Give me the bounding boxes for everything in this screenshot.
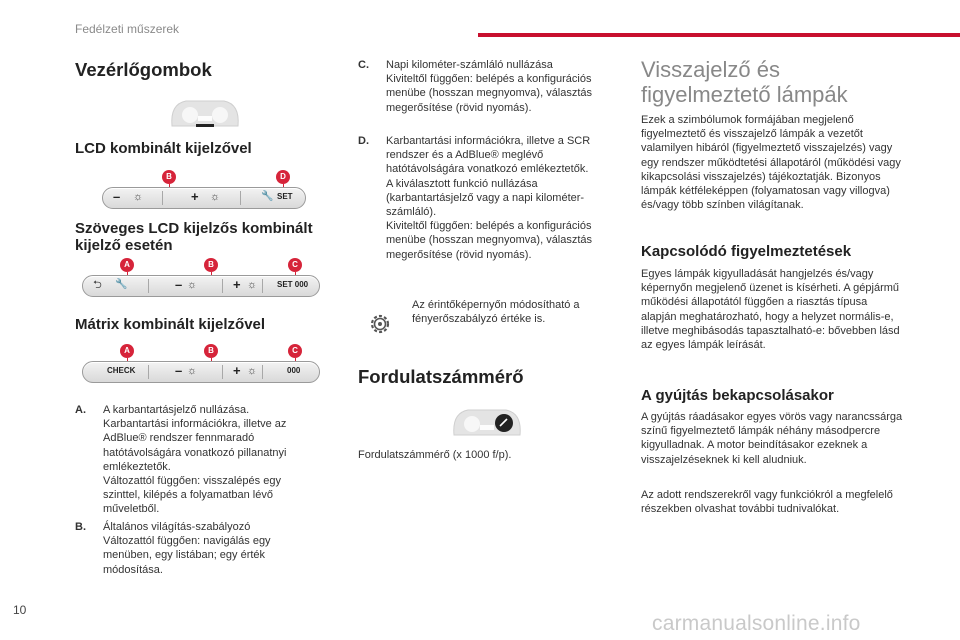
heading-lcd: LCD kombinált kijelzővel xyxy=(75,140,252,157)
page-number: 10 xyxy=(13,603,27,617)
heading-matrix: Mátrix kombinált kijelzővel xyxy=(75,316,266,333)
section-title-warning-lamps: Visszajelző és figyelmeztető lámpák xyxy=(641,57,848,107)
badge-b: B xyxy=(204,258,218,272)
intro-text: Ezek a szimbólumok formájában megjelenő figyelmeztető és visszajelző lámpák a vezetőt valamilyen hibáról (figyelmeztető visszajelzés) vagy egy rendszer működtetési állapotáról (működési vagy kikapcsolási visszajelzés) tájékoztatják. Bizonyos lámpák kétféleképpen (folyamatosan vagy villogva) és/vagy több színben világítanak. xyxy=(641,114,901,212)
check-label: CHECK xyxy=(107,366,136,375)
item-a xyxy=(75,403,320,517)
item-d-line-3: Kiviteltől függően: belépés a konfigurációs menübe (hosszan megnyomva), választás megerősítése (rövid nyomás). xyxy=(386,220,593,261)
set-label: SET xyxy=(277,192,293,201)
item-b-line-1: Általános világítás-szabályozó xyxy=(103,521,251,533)
badge-b: B xyxy=(204,344,218,358)
badge-c: C xyxy=(288,258,302,272)
item-a-line-3: Változattól függően: visszalépés egy szinttel, kilépés a folyamatban lévő műveletből. xyxy=(103,475,281,516)
item-d xyxy=(358,134,608,262)
item-a-line-1: A karbantartásjelző nullázása. xyxy=(103,404,250,416)
control-strip-text-lcd xyxy=(82,275,320,297)
section-title-tachometer: Fordulatszámmérő xyxy=(358,366,524,387)
running-header: Fedélzeti műszerek xyxy=(75,22,180,36)
badge-c: C xyxy=(288,344,302,358)
tachometer-dashboard-icon xyxy=(450,405,524,439)
item-letter: C. xyxy=(358,59,369,71)
item-a-line-2: Karbantartási információkra, illetve az AdBlue® rendszer fennmaradó hatótávolságára vonatkozó pillanatnyi emlékeztetők. xyxy=(103,418,287,473)
plus-icon: + xyxy=(191,189,199,204)
wrench-icon: 🔧 xyxy=(261,191,274,202)
heading-text-lcd: Szöveges LCD kijelzős kombinált kijelző esetén xyxy=(75,220,313,254)
tachometer-caption: Fordulatszámmérő (x 1000 f/p). xyxy=(358,449,512,461)
plus-icon: + xyxy=(233,363,241,378)
badge-a: A xyxy=(120,258,134,272)
heading-related-warnings: Kapcsolódó figyelmeztetések xyxy=(641,243,852,260)
item-b-line-2: Változattól függően: navigálás egy menüben, egy listában; egy érték módosítása. xyxy=(103,535,271,576)
gear-icon xyxy=(367,311,393,337)
item-letter: B. xyxy=(75,521,86,533)
brightness-up-icon: ☼ xyxy=(210,191,221,203)
brightness-up-icon: ☼ xyxy=(247,365,258,377)
wrench-icon: 🔧 xyxy=(115,279,128,290)
brightness-down-icon: ☼ xyxy=(187,365,198,377)
back-icon: ⮌ xyxy=(93,279,102,291)
badge-a: A xyxy=(120,344,134,358)
ignition-text-1: A gyújtás ráadásakor egyes vörös vagy narancssárga színű figyelmeztető lámpák néhány másodpercre kigyulladnak. A motor beindításakor ezeknek a visszajelzéseknek ki kell aludniuk. xyxy=(641,411,903,466)
strip-divider xyxy=(83,279,263,293)
brightness-up-icon: ☼ xyxy=(247,279,258,291)
warnings-text: Egyes lámpák kigyulladását hangjelzés és/vagy képernyőn megjelenő üzenet is kísérheti. A gépjármű működési állapotától függően a riasztás típusa alapján meghatározható, hogy a helyzet normális-e, illetve meghibásodás tapasztalható-e: bővebben lásd az egyes lámpák leírását. xyxy=(641,268,900,352)
strip-divider xyxy=(103,191,241,205)
minus-icon: – xyxy=(175,363,183,378)
ignition-text-2: Az adott rendszerekről vagy funkciókról a megfelelő részekben olvashat további tudnivalókat. xyxy=(641,489,893,516)
watermark: carmanualsonline.info xyxy=(652,612,861,635)
item-c-line-2: Kiviteltől függően: belépés a konfigurációs menübe (hosszan megnyomva), választás megerősítése (rövid nyomás). xyxy=(386,73,593,114)
strip-divider xyxy=(83,365,263,379)
section-title-controls: Vezérlőgombok xyxy=(75,59,212,80)
counter-label: 000 xyxy=(287,366,301,375)
item-b xyxy=(75,520,320,577)
dashboard-icon xyxy=(168,96,242,130)
header-accent-bar xyxy=(478,33,960,37)
badge-b: B xyxy=(162,170,176,184)
item-d-line-2: A kiválasztott funkció nullázása (karbantartásjelző vagy a napi kilométer-számláló). xyxy=(386,177,585,219)
minus-icon: – xyxy=(175,277,183,292)
minus-icon: – xyxy=(113,189,121,204)
item-c-line-1: Napi kilométer-számláló nullázása xyxy=(386,59,553,71)
brightness-down-icon: ☼ xyxy=(187,279,198,291)
plus-icon: + xyxy=(233,277,241,292)
note-text: Az érintőképernyőn módosítható a fényerőszabályzó értéke is. xyxy=(412,299,580,326)
item-c xyxy=(358,58,608,115)
item-letter: A. xyxy=(75,404,86,416)
item-d-line-1: Karbantartási információkra, illetve a SCR rendszer és a AdBlue® meglévő hatótávolságára vonatkozó emlékeztetők. xyxy=(386,135,591,176)
item-letter: D. xyxy=(358,135,369,147)
heading-ignition: A gyújtás bekapcsolásakor xyxy=(641,387,834,404)
set-counter-label: SET 000 xyxy=(277,280,309,289)
brightness-down-icon: ☼ xyxy=(133,191,144,203)
control-strip-lcd xyxy=(102,187,306,209)
control-strip-matrix xyxy=(82,361,320,383)
badge-d: D xyxy=(276,170,290,184)
